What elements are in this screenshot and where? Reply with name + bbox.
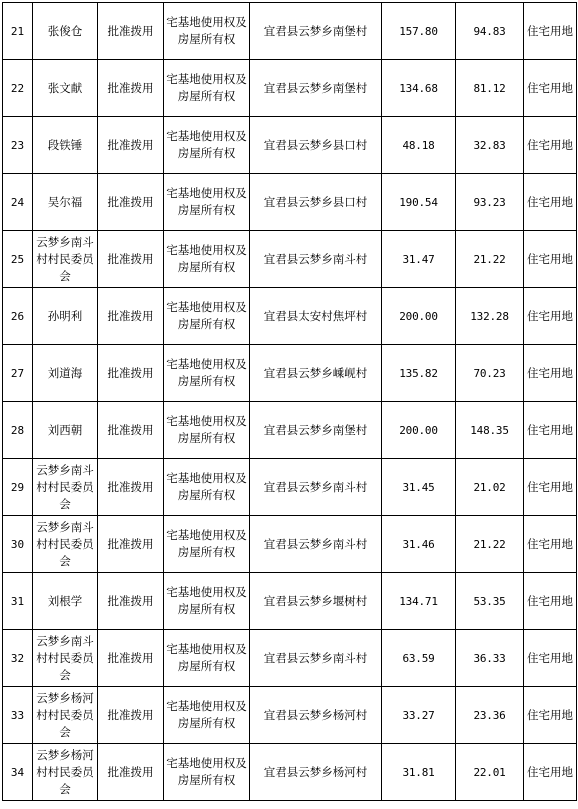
location-cell: 宜君县太安村焦坪村 — [250, 288, 382, 345]
table-row — [3, 516, 577, 573]
land-use-cell: 住宅用地 — [524, 516, 577, 573]
location-cell: 宜君县云梦乡南斗村 — [250, 630, 382, 687]
land-area-cell: 31.46 — [382, 516, 456, 573]
table-row — [3, 60, 577, 117]
table-row — [3, 459, 577, 516]
holder-name-cell: 云梦乡南斗村村民委员会 — [33, 630, 98, 687]
table-row — [3, 288, 577, 345]
holder-name-cell: 云梦乡杨河村村民委员会 — [33, 744, 98, 801]
building-area-cell: 132.28 — [456, 288, 524, 345]
land-use-cell: 住宅用地 — [524, 459, 577, 516]
table-body — [3, 3, 577, 801]
land-area-cell: 134.68 — [382, 60, 456, 117]
table-row — [3, 573, 577, 630]
building-area-cell: 32.83 — [456, 117, 524, 174]
right-type-cell: 宅基地使用权及房屋所有权 — [164, 174, 250, 231]
table-row — [3, 402, 577, 459]
holder-name-cell: 吴尔福 — [33, 174, 98, 231]
land-area-cell: 190.54 — [382, 174, 456, 231]
acquisition-method-cell: 批准拨用 — [98, 687, 164, 744]
row-number-cell: 22 — [3, 60, 33, 117]
row-number-cell: 32 — [3, 630, 33, 687]
acquisition-method-cell: 批准拨用 — [98, 459, 164, 516]
right-type-cell: 宅基地使用权及房屋所有权 — [164, 117, 250, 174]
table-row — [3, 3, 577, 60]
row-number-cell: 21 — [3, 3, 33, 60]
building-area-cell: 36.33 — [456, 630, 524, 687]
land-use-cell: 住宅用地 — [524, 231, 577, 288]
land-use-cell: 住宅用地 — [524, 174, 577, 231]
land-use-cell: 住宅用地 — [524, 687, 577, 744]
building-area-cell: 21.02 — [456, 459, 524, 516]
right-type-cell: 宅基地使用权及房屋所有权 — [164, 744, 250, 801]
right-type-cell: 宅基地使用权及房屋所有权 — [164, 402, 250, 459]
land-use-cell: 住宅用地 — [524, 288, 577, 345]
row-number-cell: 29 — [3, 459, 33, 516]
location-cell: 宜君县云梦乡县口村 — [250, 174, 382, 231]
location-cell: 宜君县云梦乡南堡村 — [250, 402, 382, 459]
row-number-cell: 30 — [3, 516, 33, 573]
right-type-cell: 宅基地使用权及房屋所有权 — [164, 288, 250, 345]
building-area-cell: 23.36 — [456, 687, 524, 744]
location-cell: 宜君县云梦乡堰树村 — [250, 573, 382, 630]
row-number-cell: 34 — [3, 744, 33, 801]
land-area-cell: 31.45 — [382, 459, 456, 516]
holder-name-cell: 张俊仓 — [33, 3, 98, 60]
land-area-cell: 200.00 — [382, 288, 456, 345]
land-use-cell: 住宅用地 — [524, 345, 577, 402]
land-use-cell: 住宅用地 — [524, 117, 577, 174]
land-area-cell: 33.27 — [382, 687, 456, 744]
location-cell: 宜君县云梦乡南堡村 — [250, 60, 382, 117]
land-use-cell: 住宅用地 — [524, 744, 577, 801]
table-row — [3, 117, 577, 174]
holder-name-cell: 张文献 — [33, 60, 98, 117]
land-use-cell: 住宅用地 — [524, 630, 577, 687]
land-rights-table — [2, 2, 577, 801]
row-number-cell: 28 — [3, 402, 33, 459]
building-area-cell: 94.83 — [456, 3, 524, 60]
acquisition-method-cell: 批准拨用 — [98, 630, 164, 687]
table-row — [3, 744, 577, 801]
acquisition-method-cell: 批准拨用 — [98, 345, 164, 402]
acquisition-method-cell: 批准拨用 — [98, 744, 164, 801]
right-type-cell: 宅基地使用权及房屋所有权 — [164, 459, 250, 516]
land-use-cell: 住宅用地 — [524, 402, 577, 459]
acquisition-method-cell: 批准拨用 — [98, 231, 164, 288]
land-area-cell: 134.71 — [382, 573, 456, 630]
building-area-cell: 93.23 — [456, 174, 524, 231]
table-row — [3, 630, 577, 687]
acquisition-method-cell: 批准拨用 — [98, 573, 164, 630]
holder-name-cell: 段铁锤 — [33, 117, 98, 174]
holder-name-cell: 刘道海 — [33, 345, 98, 402]
row-number-cell: 24 — [3, 174, 33, 231]
right-type-cell: 宅基地使用权及房屋所有权 — [164, 60, 250, 117]
holder-name-cell: 云梦乡南斗村村民委员会 — [33, 459, 98, 516]
row-number-cell: 23 — [3, 117, 33, 174]
acquisition-method-cell: 批准拨用 — [98, 402, 164, 459]
building-area-cell: 53.35 — [456, 573, 524, 630]
table-row — [3, 174, 577, 231]
holder-name-cell: 孙明利 — [33, 288, 98, 345]
holder-name-cell: 云梦乡南斗村村民委员会 — [33, 231, 98, 288]
row-number-cell: 25 — [3, 231, 33, 288]
row-number-cell: 33 — [3, 687, 33, 744]
location-cell: 宜君县云梦乡南堡村 — [250, 3, 382, 60]
land-area-cell: 135.82 — [382, 345, 456, 402]
land-area-cell: 63.59 — [382, 630, 456, 687]
acquisition-method-cell: 批准拨用 — [98, 3, 164, 60]
holder-name-cell: 刘西朝 — [33, 402, 98, 459]
location-cell: 宜君县云梦乡杨河村 — [250, 744, 382, 801]
location-cell: 宜君县云梦乡南斗村 — [250, 231, 382, 288]
building-area-cell: 81.12 — [456, 60, 524, 117]
table-row — [3, 345, 577, 402]
right-type-cell: 宅基地使用权及房屋所有权 — [164, 516, 250, 573]
holder-name-cell: 云梦乡南斗村村民委员会 — [33, 516, 98, 573]
land-area-cell: 31.81 — [382, 744, 456, 801]
building-area-cell: 21.22 — [456, 231, 524, 288]
land-use-cell: 住宅用地 — [524, 3, 577, 60]
acquisition-method-cell: 批准拨用 — [98, 60, 164, 117]
right-type-cell: 宅基地使用权及房屋所有权 — [164, 573, 250, 630]
right-type-cell: 宅基地使用权及房屋所有权 — [164, 231, 250, 288]
land-area-cell: 157.80 — [382, 3, 456, 60]
building-area-cell: 22.01 — [456, 744, 524, 801]
location-cell: 宜君县云梦乡县口村 — [250, 117, 382, 174]
building-area-cell: 70.23 — [456, 345, 524, 402]
acquisition-method-cell: 批准拨用 — [98, 288, 164, 345]
location-cell: 宜君县云梦乡杨河村 — [250, 687, 382, 744]
land-area-cell: 31.47 — [382, 231, 456, 288]
location-cell: 宜君县云梦乡南斗村 — [250, 459, 382, 516]
holder-name-cell: 刘根学 — [33, 573, 98, 630]
row-number-cell: 27 — [3, 345, 33, 402]
table-row — [3, 687, 577, 744]
holder-name-cell: 云梦乡杨河村村民委员会 — [33, 687, 98, 744]
land-use-cell: 住宅用地 — [524, 573, 577, 630]
row-number-cell: 31 — [3, 573, 33, 630]
location-cell: 宜君县云梦乡嵊岘村 — [250, 345, 382, 402]
location-cell: 宜君县云梦乡南斗村 — [250, 516, 382, 573]
right-type-cell: 宅基地使用权及房屋所有权 — [164, 3, 250, 60]
land-use-cell: 住宅用地 — [524, 60, 577, 117]
building-area-cell: 21.22 — [456, 516, 524, 573]
table-row — [3, 231, 577, 288]
land-area-cell: 48.18 — [382, 117, 456, 174]
land-area-cell: 200.00 — [382, 402, 456, 459]
building-area-cell: 148.35 — [456, 402, 524, 459]
right-type-cell: 宅基地使用权及房屋所有权 — [164, 345, 250, 402]
acquisition-method-cell: 批准拨用 — [98, 516, 164, 573]
right-type-cell: 宅基地使用权及房屋所有权 — [164, 687, 250, 744]
row-number-cell: 26 — [3, 288, 33, 345]
acquisition-method-cell: 批准拨用 — [98, 174, 164, 231]
acquisition-method-cell: 批准拨用 — [98, 117, 164, 174]
right-type-cell: 宅基地使用权及房屋所有权 — [164, 630, 250, 687]
